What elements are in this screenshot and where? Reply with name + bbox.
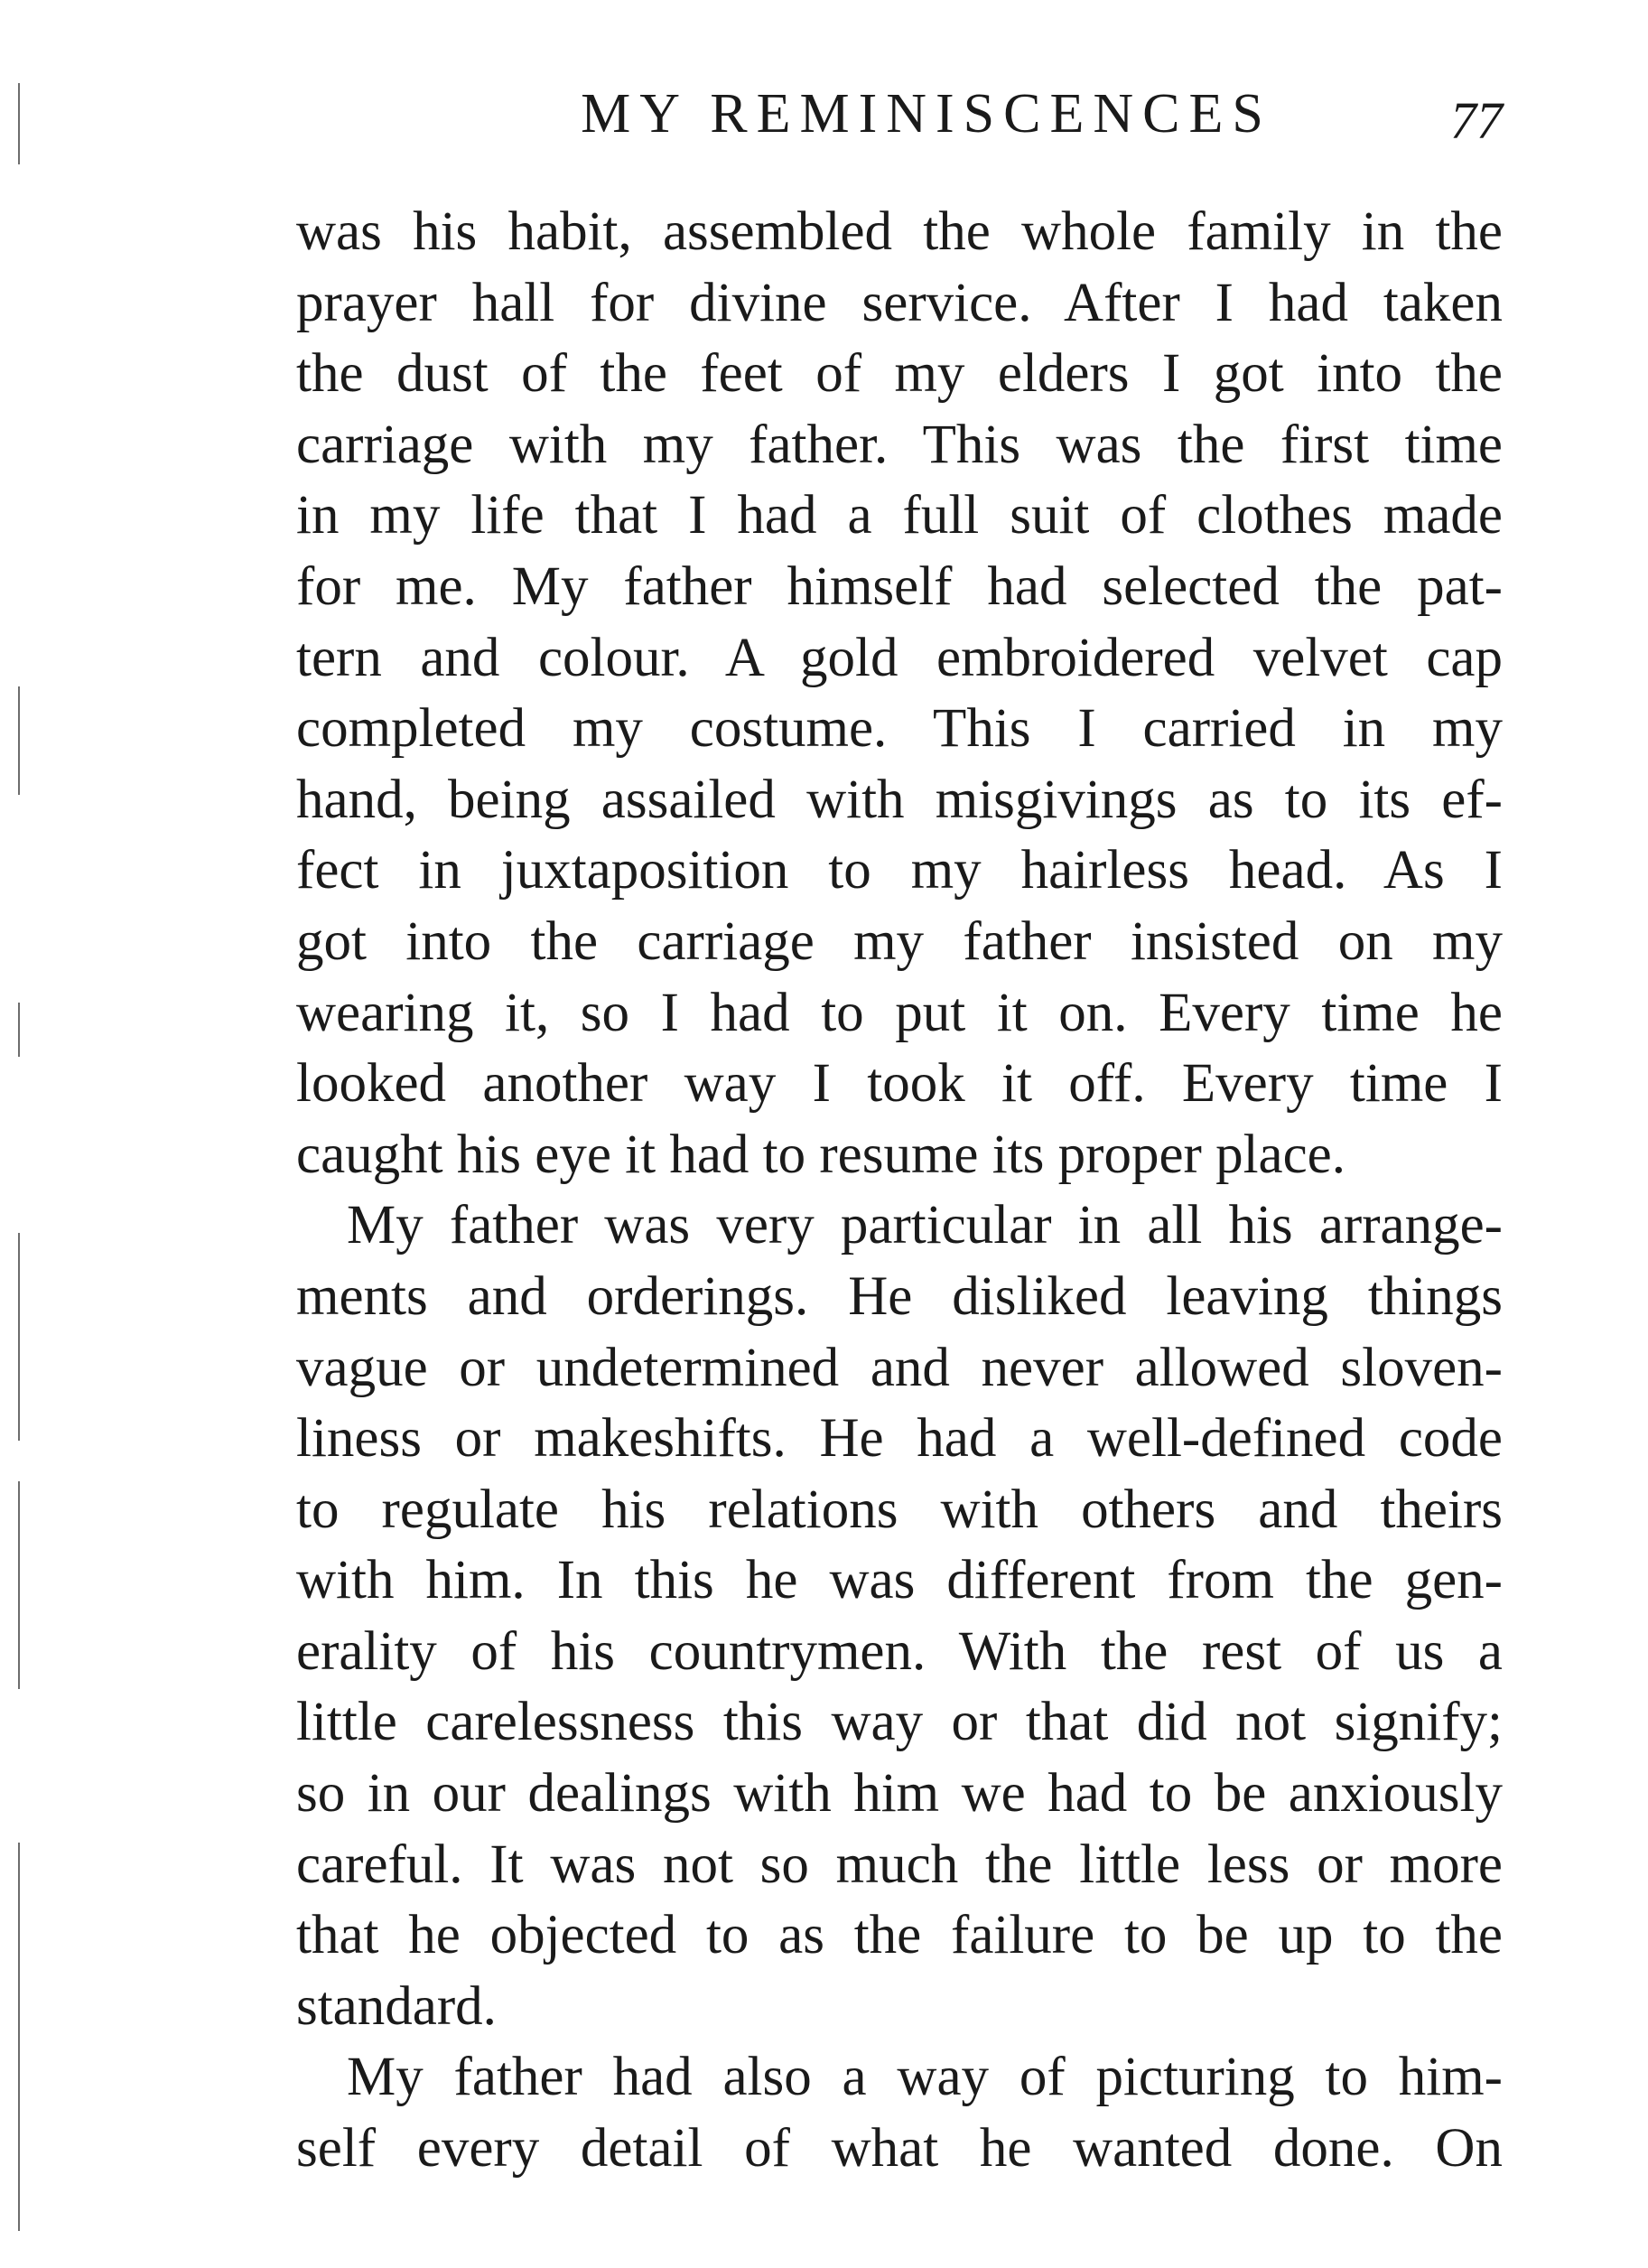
- text-line: ments and orderings. He disliked leaving things: [296, 1265, 1503, 1327]
- text-line: standard.: [296, 1975, 497, 2037]
- text-line: carriage with my father. This was the first time: [296, 414, 1503, 475]
- text-line: so in our dealings with him we had to be anxiously: [296, 1763, 1503, 1825]
- text-line: hand, being assailed with misgivings as to its ef-: [296, 769, 1503, 830]
- text-line: to regulate his relations with others and theirs: [296, 1479, 1503, 1540]
- text-line: fect in juxtaposition to my hairless head. As I: [296, 840, 1503, 901]
- text-line: erality of his countrymen. With the rest of us a: [296, 1620, 1503, 1682]
- scan-edge-mark: [18, 1233, 20, 1441]
- scan-edge-mark: [18, 83, 20, 164]
- text-line: was his habit, assembled the whole family in the: [296, 201, 1503, 262]
- text-line: self every detail of what he wanted done. On: [296, 2118, 1503, 2179]
- text-line: got into the carriage my father insisted on my: [296, 910, 1503, 972]
- text-line: tern and colour. A gold embroidered velvet cap: [296, 627, 1503, 688]
- text-line: that he objected to as the failure to be up to the: [296, 1905, 1503, 1966]
- text-line: the dust of the feet of my elders I got into the: [296, 343, 1503, 405]
- body-text: [296, 197, 1503, 2185]
- text-line: careful. It was not so much the little less or more: [296, 1834, 1503, 1895]
- scan-edge-mark: [18, 1843, 20, 2231]
- text-line: prayer hall for divine service. After I had taken: [296, 272, 1503, 333]
- text-line: little carelessness this way or that did not signify;: [296, 1692, 1503, 1753]
- text-line: looked another way I took it off. Every time I: [296, 1053, 1503, 1115]
- scan-edge-mark: [18, 1481, 20, 1689]
- text-line: with him. In this he was different from the gen-: [296, 1550, 1503, 1611]
- running-head: MY REMINISCENCES: [581, 83, 1272, 145]
- text-line: wearing it, so I had to put it on. Every time he: [296, 982, 1503, 1043]
- text-line: for me. My father himself had selected the pat-: [296, 555, 1503, 617]
- text-line: in my life that I had a full suit of clothes made: [296, 485, 1503, 546]
- text-line: My father had also a way of picturing to him-: [347, 2047, 1503, 2108]
- page-header: [296, 78, 1503, 150]
- scan-edge-mark: [18, 1003, 20, 1057]
- scan-edge-mark: [18, 686, 20, 795]
- text-line: My father was very particular in all his arrange-: [347, 1195, 1503, 1256]
- page-number: 77: [1450, 91, 1503, 150]
- text-line: vague or undetermined and never allowed sloven-: [296, 1337, 1503, 1398]
- text-line: liness or makeshifts. He had a well-defined code: [296, 1408, 1503, 1470]
- text-line: caught his eye it had to resume its proper place.: [296, 1124, 1346, 1185]
- text-line: completed my costume. This I carried in my: [296, 698, 1503, 760]
